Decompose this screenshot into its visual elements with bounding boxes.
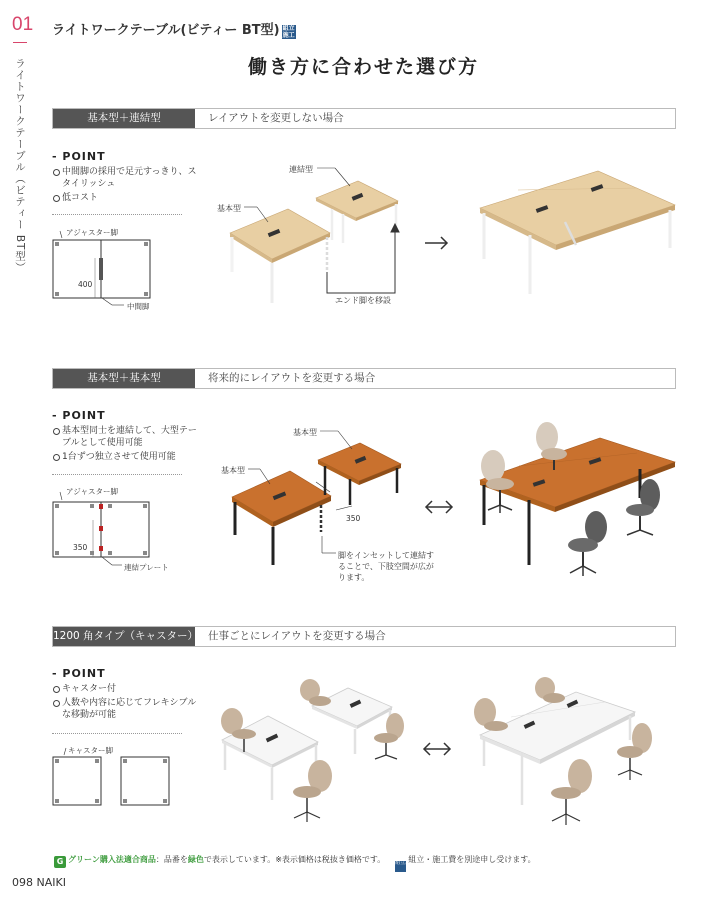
point-heading-2: - POINT (52, 409, 106, 422)
section-note-2: 将来的にレイアウトを変更する場合 (208, 372, 376, 384)
section-note-3: 仕事ごとにレイアウトを変更する場合 (208, 630, 386, 642)
point-heading-1: - POINT (52, 150, 106, 163)
section-tag-3: 1200 角タイプ（キャスター） (53, 627, 195, 646)
assembly-badge-icon: 組立施工 (282, 25, 295, 39)
brand-name: NAIKI (36, 876, 66, 889)
plate-label: 連結プレート (124, 563, 169, 572)
footer-note (54, 854, 536, 872)
page-title: 働き方に合わせた選び方 (247, 56, 479, 78)
adjuster-label-1: アジャスター脚 (66, 228, 119, 237)
point-item: 1台ずつ独立させて使用可能 (53, 451, 203, 463)
end-leg-label: エンド脚を移設 (335, 296, 391, 305)
inset-callout: 脚をインセットして連結することで、下肢空間が広がります。 (338, 551, 434, 582)
dim-label-2b: 350 (346, 514, 361, 523)
point-heading-3: - POINT (52, 667, 106, 680)
rail-title: ライトワークテーブル（ビティー BT型） (14, 58, 26, 274)
arrow-both-3 (424, 743, 450, 755)
arrow-right-1 (425, 237, 447, 249)
kihon-label-2a: 基本型 (293, 428, 317, 437)
header-title-text: ライトワークテーブル(ビティー BT型) (52, 23, 280, 38)
point-item: 基本型同士を連結して、大型テーブルとして使用可能 (53, 425, 203, 449)
dim-label-2: 350 (73, 543, 88, 552)
middle-leg-label: 中間脚 (127, 302, 150, 311)
section-tag-1: 基本型＋連結型 (53, 109, 195, 128)
plan-diagram-1 (53, 231, 150, 305)
point-item: 低コスト (53, 192, 203, 204)
point-item: 中間脚の採用で足元すっきり、スタイリッシュ (53, 166, 203, 190)
caster-label: キャスター脚 (68, 746, 113, 755)
point-item: キャスター付 (53, 683, 203, 695)
page-footer (12, 876, 66, 889)
plan-casters-3 (55, 759, 167, 803)
green-purchase-icon: G (54, 856, 66, 868)
renketsu-label: 連結型 (289, 165, 313, 174)
table-kihon-1 (230, 209, 330, 303)
table-combined-3 (480, 692, 635, 805)
point-item: 人数や内容に応じてフレキシブルな移動が可能 (53, 697, 203, 721)
end-leg-arrow (327, 224, 399, 293)
page-section-number: 01 (12, 14, 34, 35)
arrow-both-2 (426, 501, 452, 513)
plan-diagram-3 (53, 748, 169, 805)
kihon-label-1: 基本型 (217, 204, 241, 213)
kihon-label-2b: 基本型 (221, 466, 245, 475)
assembly-small-icon: 組立施工 (395, 861, 406, 872)
table-combined-1 (480, 171, 675, 294)
dim-label-1: 400 (78, 280, 93, 289)
adjuster-label-2: アジャスター脚 (66, 487, 119, 496)
green-text-post: で表示しています。※表示価格は税抜き価格です。 (203, 855, 386, 864)
assembly-text: 組立・施工費を別途申し受けます。 (408, 855, 536, 864)
table-kihon-2a (232, 471, 331, 565)
green-text-pre: ：品番を (155, 855, 188, 864)
green-word: 緑色 (187, 855, 204, 864)
section-note-1: レイアウトを変更しない場合 (208, 112, 344, 124)
page-number: 098 (12, 876, 33, 889)
section-tag-2: 基本型＋基本型 (53, 369, 195, 388)
green-label: グリーン購入法適合商品 (68, 855, 156, 864)
